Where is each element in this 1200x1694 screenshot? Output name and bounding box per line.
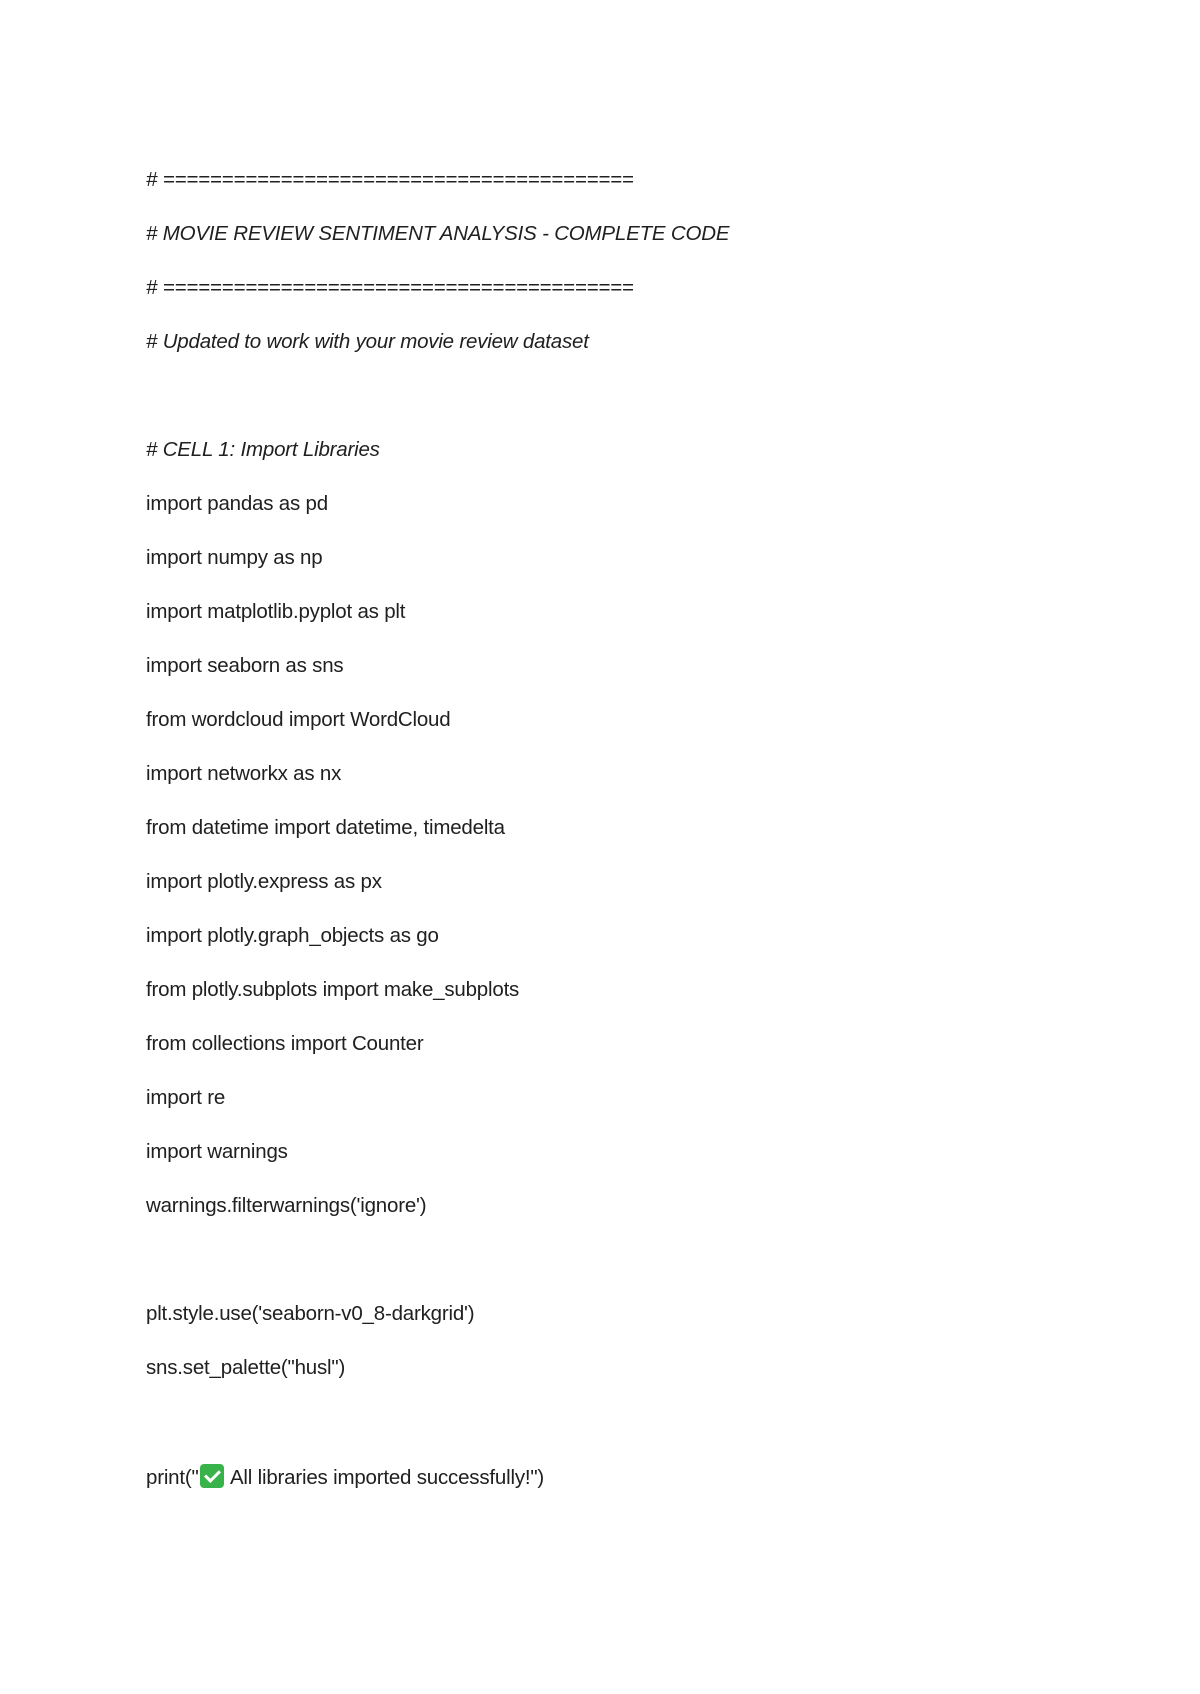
- print-line: [146, 1464, 1146, 1518]
- code-line: import matplotlib.pyplot as plt: [146, 600, 406, 623]
- blank-line: [146, 1410, 1146, 1464]
- code-line: import pandas as pd: [146, 492, 328, 515]
- blank-line: [146, 384, 1146, 438]
- code-line: # ========================================: [146, 168, 634, 191]
- print-prefix: print(": [146, 1466, 199, 1489]
- code-line: sns.set_palette("husl"): [146, 1356, 346, 1379]
- print-message: All libraries imported successfully!"): [225, 1466, 545, 1489]
- code-line: from wordcloud import WordCloud: [146, 708, 451, 731]
- code-line: import numpy as np: [146, 546, 323, 569]
- code-line: # MOVIE REVIEW SENTIMENT ANALYSIS - COMPLETE CODE: [146, 222, 730, 245]
- code-line: import networkx as nx: [146, 762, 342, 785]
- code-line: plt.style.use('seaborn-v0_8-darkgrid'): [146, 1302, 475, 1325]
- code-line: warnings.filterwarnings('ignore'): [146, 1194, 427, 1217]
- code-lines: [146, 168, 1146, 1518]
- code-line: from collections import Counter: [146, 1032, 424, 1055]
- code-line: # Updated to work with your movie review dataset: [146, 330, 589, 353]
- blank-line: [146, 1248, 1146, 1302]
- check-mark-icon: [200, 1464, 224, 1488]
- code-line: import warnings: [146, 1140, 288, 1163]
- code-line: import plotly.express as px: [146, 870, 382, 893]
- code-line: import plotly.graph_objects as go: [146, 924, 439, 947]
- code-line: from plotly.subplots import make_subplots: [146, 978, 520, 1001]
- code-line: from datetime import datetime, timedelta: [146, 816, 505, 839]
- code-line: # CELL 1: Import Libraries: [146, 438, 380, 461]
- code-line: import re: [146, 1086, 226, 1109]
- code-line: # ========================================: [146, 276, 634, 299]
- code-line: import seaborn as sns: [146, 654, 344, 677]
